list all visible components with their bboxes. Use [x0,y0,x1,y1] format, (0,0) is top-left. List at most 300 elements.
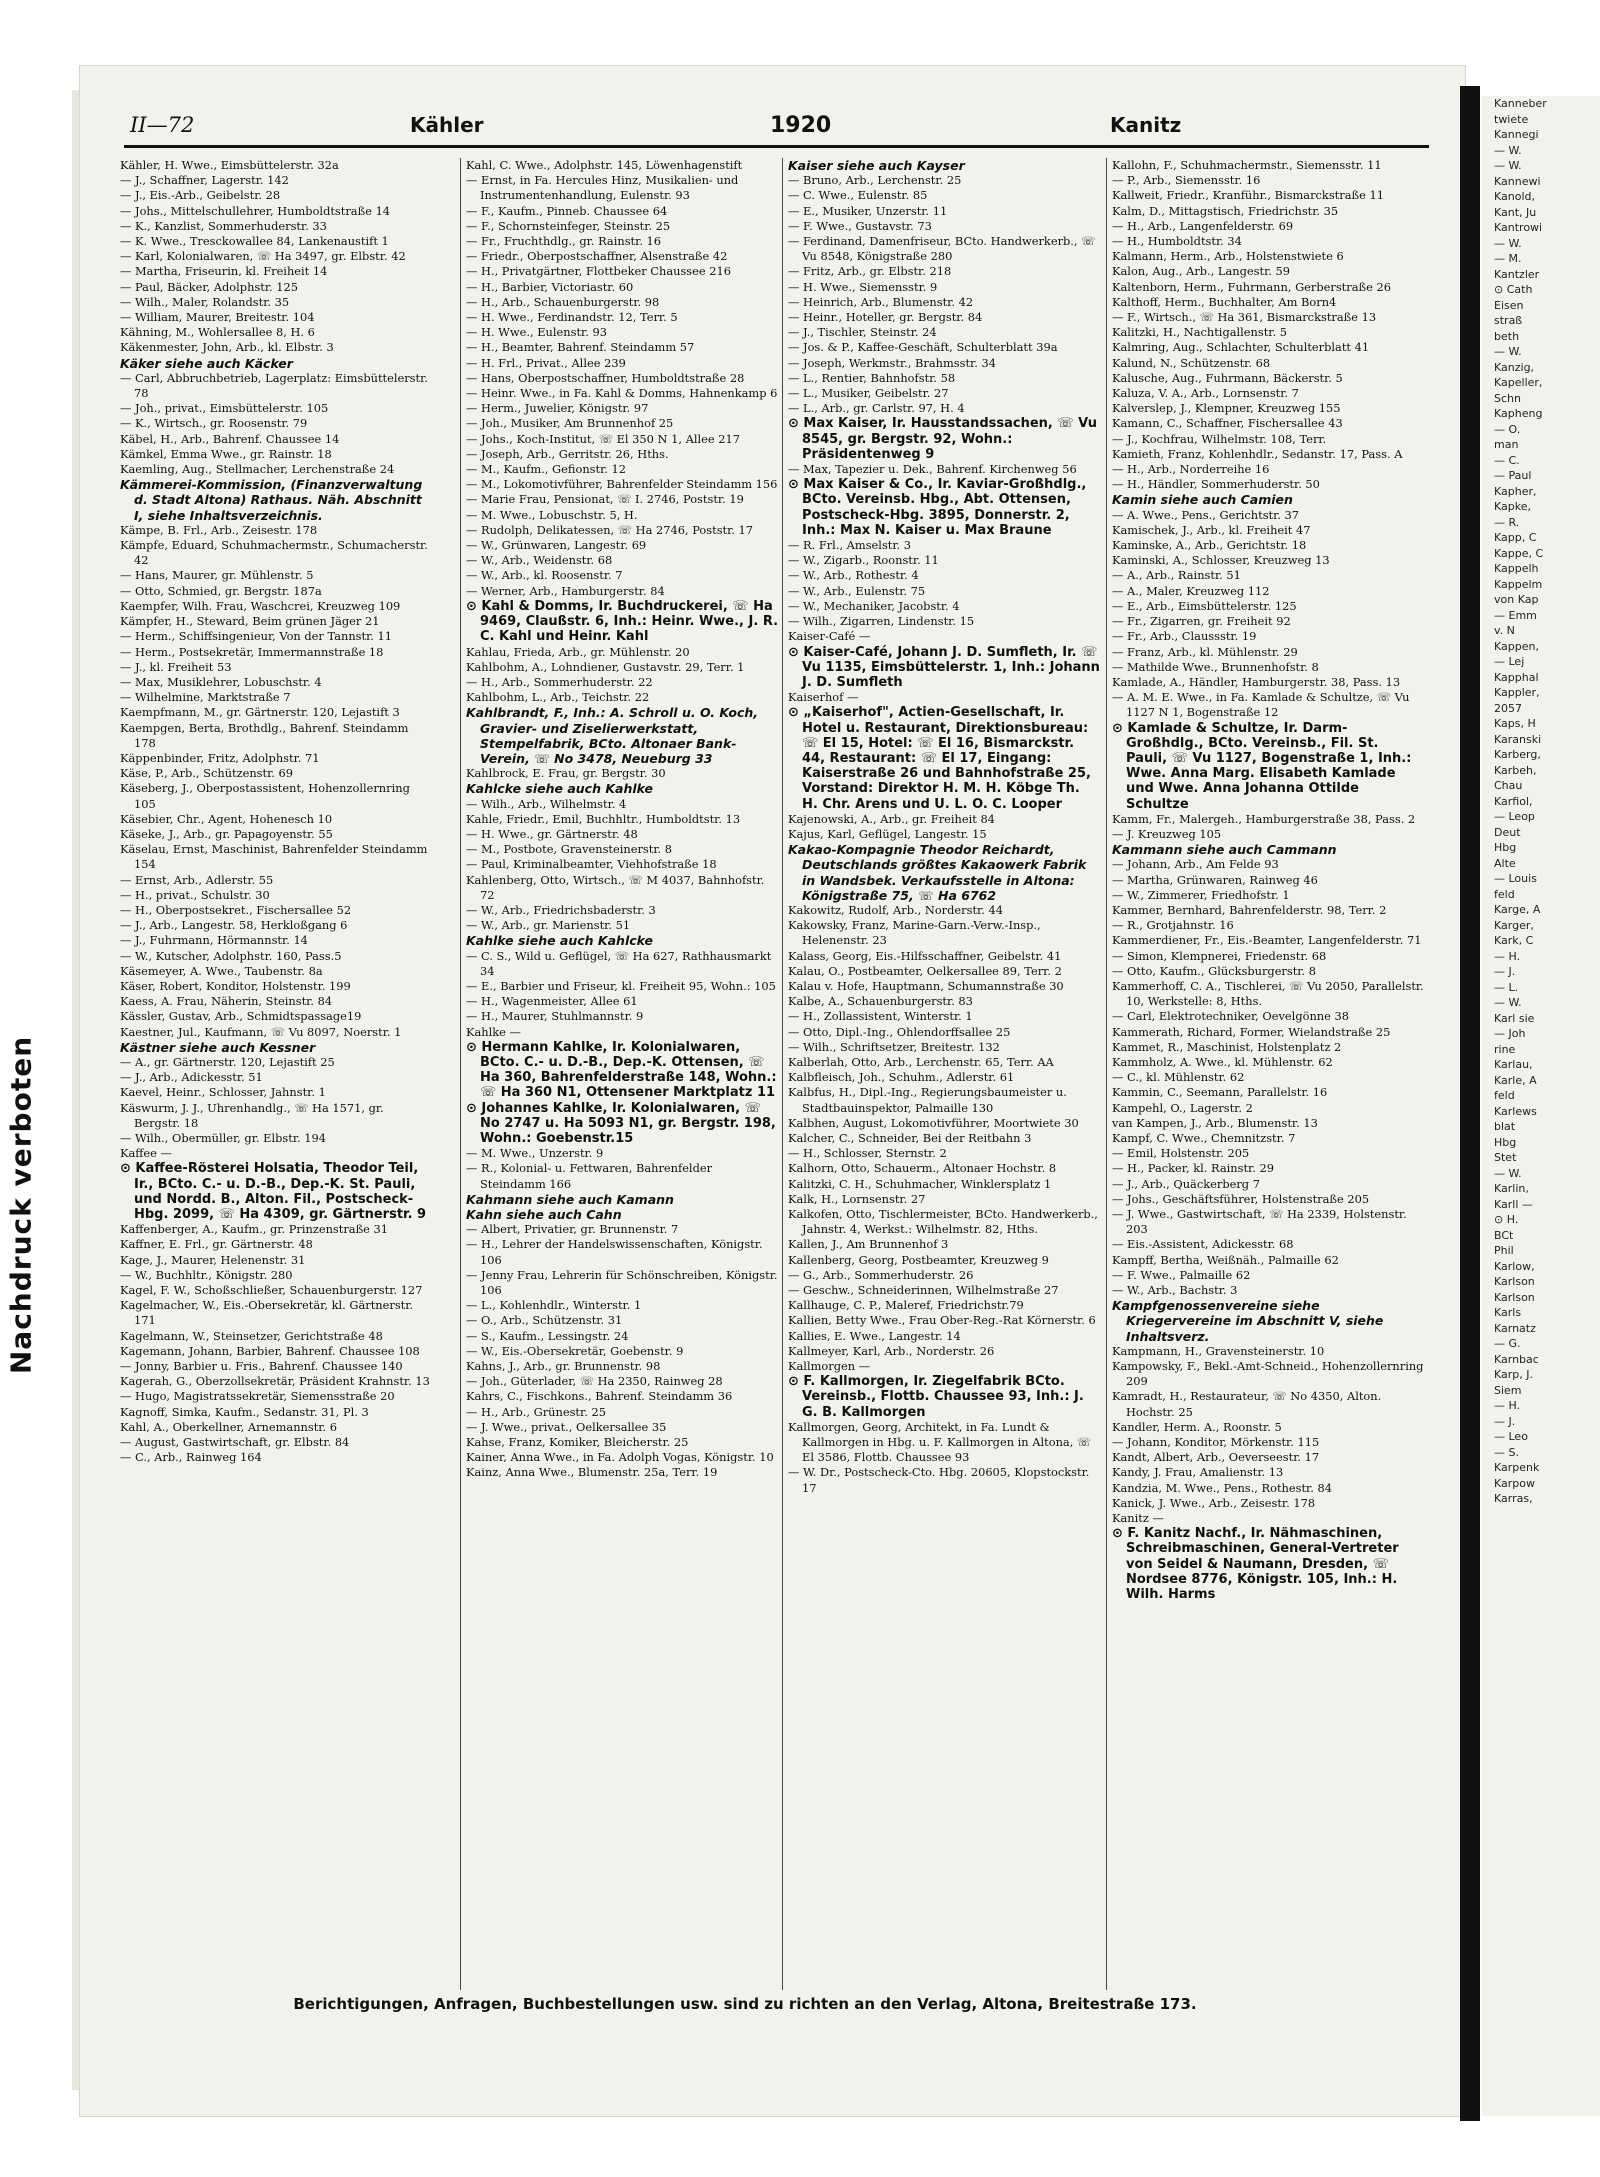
directory-entry: Kampehl, O., Lagerstr. 2 [1112,1100,1253,1115]
directory-entry: — Johs., Koch-Institut, ☏ El 350 N 1, Allee 217 [466,431,740,446]
directory-entry: Kalau, O., Postbeamter, Oelkersallee 89, Terr. 2 [788,963,1062,978]
directory-entry: — Herm., Postsekretär, Immermannstraße 18 [120,644,384,659]
directory-entry: — C., Arb., Rainweg 164 [120,1450,262,1465]
directory-entry: Kammet, R., Maschinist, Holstenplatz 2 [1112,1039,1342,1054]
column-divider [460,158,461,1990]
directory-entry: Kakowsky, Franz, Marine-Garn.-Verw.-Insp., Helenenstr. 23 [788,918,1041,948]
directory-entry: Kajus, Karl, Geflügel, Langestr. 15 [788,826,987,841]
right-page-fragment: 2057 [1494,701,1522,715]
right-page-fragment: Kappelh [1494,562,1539,575]
directory-entry: — J., Fuhrmann, Hörmannstr. 14 [120,933,308,948]
directory-entry: — H., Privatgärtner, Flottbeker Chaussee 216 [466,264,731,279]
directory-entry: — Hans, Oberpostschaffner, Humboldtstraße 28 [466,370,745,385]
directory-entry: — Herm., Juwelier, Königstr. 97 [466,401,649,416]
right-page-fragment: Karl sie [1494,1011,1535,1025]
right-page-fragment: Kant, Ju [1494,205,1537,219]
right-page-fragment: — W. [1494,143,1522,157]
right-page-fragment: Kapp, C [1494,531,1537,544]
directory-entry: Käsebier, Chr., Agent, Hohenesch 10 [120,811,333,826]
directory-entry: Kalmann, Herm., Arb., Holstenstwiete 6 [1112,249,1344,264]
directory-entry: — A. Wwe., Pens., Gerichtstr. 37 [1112,507,1300,522]
right-page-fragment: Kapheng [1494,407,1543,420]
directory-entry: Kajenowski, A., Arb., gr. Freiheit 84 [788,811,995,826]
directory-entry: — M. Wwe., Unzerstr. 9 [466,1146,604,1161]
directory-entry: Kallohn, F., Schuhmachermstr., Siemensstr. 11 [1112,158,1382,172]
directory-entry: Kandt, Albert, Arb., Oeverseestr. 17 [1112,1450,1320,1465]
footer-notice: Berichtigungen, Anfragen, Buchbestellungen usw. sind zu richten an den Verlag, Altona, Breitestraße 173. [293,1995,1197,2013]
page-number: II—72 [130,113,195,137]
directory-entry: — Fr., Arb., Claussstr. 19 [1112,629,1257,644]
directory-entry: Kämkel, Emma Wwe., gr. Rainstr. 18 [120,446,332,461]
directory-entry: — W., Buchhltr., Königstr. 280 [120,1267,293,1282]
directory-entry: Kahrs, C., Fischkons., Bahrenf. Steindamm 36 [466,1389,733,1404]
right-page-fragment: twiete [1494,112,1529,126]
directory-entry: Kalcher, C., Schneider, Bei der Reitbahn 3 [788,1131,1032,1145]
directory-entry: ⊙ F. Kallmorgen, Ir. Ziegelfabrik BCto. Vereinsb., Flottb. Chaussee 93, Inh.: J. G. B. Kallmorgen [788,1374,1084,1420]
directory-entry: — J., kl. Freiheit 53 [120,659,232,674]
right-page-fragment: Karlson [1494,1290,1535,1304]
directory-entry: Kalthoff, Herm., Buchhalter, Am Born4 [1112,294,1337,309]
directory-entry: — C. S., Wild u. Geflügel, ☏ Ha 627, Rathhausmarkt 34 [466,948,772,978]
directory-entry: Kähler, H. Wwe., Eimsbüttelerstr. 32a [120,158,339,172]
column-3 [788,158,1100,1988]
directory-entry: — E., Arb., Eimsbüttelerstr. 125 [1112,598,1297,613]
header-first-name: Kähler [410,113,484,137]
directory-entry: — M., Postbote, Gravensteinerstr. 8 [466,842,673,857]
directory-entry: — A. M. E. Wwe., in Fa. Kamlade & Schultze, ☏ Vu 1127 N 1, Bogenstraße 12 [1112,690,1410,720]
column-divider [1106,158,1107,1990]
right-page-fragment: — W. [1494,345,1522,358]
directory-entry: — J., Eis.-Arb., Geibelstr. 28 [120,188,281,203]
directory-entry: — H., Händler, Sommerhuderstr. 50 [1112,477,1320,492]
directory-entry: Kalitzki, H., Nachtigallenstr. 5 [1112,325,1287,340]
directory-entry: Kahlau, Frieda, Arb., gr. Mühlenstr. 20 [466,644,690,659]
directory-entry: — Fritz, Arb., gr. Elbstr. 218 [788,264,952,279]
right-page-fragment: Karge, A [1494,903,1541,916]
directory-entry: — Heinrich, Arb., Blumenstr. 42 [788,294,974,309]
directory-entry: — Paul, Bäcker, Adolphstr. 125 [120,279,299,294]
directory-entry: — H., Maurer, Stuhlmannstr. 9 [466,1009,644,1024]
directory-entry: — H., Barbier, Victoriastr. 60 [466,279,634,294]
directory-entry: Kalau v. Hofe, Hauptmann, Schumannstraße 30 [788,978,1064,993]
directory-entry: Kahmann siehe auch Kamann [466,1191,674,1207]
directory-entry: — Max, Musiklehrer, Lobuschstr. 4 [120,674,322,689]
directory-entry: — Simon, Klempnerei, Friedenstr. 68 [1112,948,1327,963]
directory-entry: Kahlbohm, A., Lohndiener, Gustavstr. 29, Terr. 1 [466,659,745,674]
directory-entry: Kallmeyer, Karl, Arb., Norderstr. 26 [788,1343,995,1358]
directory-entry: — H., Beamter, Bahrenf. Steindamm 57 [466,340,695,355]
right-page-fragment: Karpow [1494,1476,1535,1490]
directory-entry: Kalbhen, August, Lokomotivführer, Moortwiete 30 [788,1115,1079,1130]
directory-entry: Kampowsky, F., Bekl.-Amt-Schneid., Hohenzollernring 209 [1112,1359,1424,1389]
directory-entry: Kagemann, Johann, Barbier, Bahrenf. Chaussee 108 [120,1343,420,1358]
directory-entry: Kaess, A. Frau, Näherin, Steinstr. 84 [120,994,333,1009]
right-page-fragment: Hbg [1494,1135,1517,1149]
directory-entry: — H., Arb., Langenfelderstr. 69 [1112,218,1294,233]
right-page-fragment: Karlin, [1494,1182,1529,1195]
directory-entry: — Heinr. Wwe., in Fa. Kahl & Domms, Hahnenkamp 6 [466,386,778,401]
directory-entry: — Max, Tapezier u. Dek., Bahrenf. Kirchenweg 56 [788,462,1077,477]
directory-entry: Käse, P., Arb., Schützenstr. 69 [120,766,294,781]
right-page-fragment: — W. [1494,1166,1522,1180]
directory-entry: — Herm., Schiffsingenieur, Von der Tannstr. 11 [120,629,393,644]
directory-entry: Kalbe, A., Schauenburgerstr. 83 [788,994,973,1009]
right-page-fragment: feld [1494,1089,1515,1102]
directory-entry: Kampff, Bertha, Weißnäh., Palmaille 62 [1112,1252,1339,1267]
directory-entry: — J., Schaffner, Lagerstr. 142 [120,173,289,188]
directory-entry: Kaempfmann, M., gr. Gärtnerstr. 120, Lejastift 3 [120,705,400,720]
right-page-fragment: Phil [1494,1244,1514,1257]
directory-entry: Kamradt, H., Restaurateur, ☏ No 4350, Alton. Hochstr. 25 [1112,1389,1382,1419]
right-page-fragment: Karlow, [1494,1259,1535,1273]
right-page-fragment: Siem [1494,1383,1522,1397]
directory-entry: — S., Kaufm., Lessingstr. 24 [466,1328,629,1343]
right-page-fragment: — H. [1494,1399,1521,1412]
directory-entry: — Jenny Frau, Lehrerin für Schönschreiben, Königstr. 106 [466,1267,778,1298]
directory-entry: — W. Dr., Postscheck-Cto. Hbg. 20605, Klopstockstr. 17 [788,1465,1090,1495]
directory-entry: — W., Mechaniker, Jacobstr. 4 [788,598,960,613]
directory-entry: — Karl, Kolonialwaren, ☏ Ha 3497, gr. Elbstr. 42 [120,249,406,264]
directory-entry: — W., Eis.-Obersekretär, Goebenstr. 9 [466,1343,684,1358]
directory-entry: ⊙ Johannes Kahlke, Ir. Kolonialwaren, ☏ No 2747 u. Ha 5093 N1, gr. Bergstr. 198, Wohn.: Goebenstr.15 [466,1100,776,1146]
header-last-name: Kanitz [1110,113,1182,137]
directory-entry: Kampmann, H., Gravensteinerstr. 10 [1112,1343,1325,1358]
right-page-fragment: — Lej [1494,655,1525,668]
directory-entry: — Geschw., Schneiderinnen, Wilhelmstraße 27 [788,1283,1059,1298]
directory-entry: — W., Kutscher, Adolphstr. 160, Pass.5 [120,948,342,963]
directory-entry: Kandy, J. Frau, Amalienstr. 13 [1112,1465,1284,1480]
directory-entry: Kahle, Friedr., Emil, Buchhltr., Humboldtstr. 13 [466,811,741,826]
directory-entry: — Carl, Elektrotechniker, Oevelgönne 38 [1112,1009,1349,1024]
directory-entry: — K., Wirtsch., gr. Roosenstr. 79 [120,416,308,431]
directory-entry: Käppenbinder, Fritz, Adolphstr. 71 [120,750,320,765]
directory-entry: — Johs., Geschäftsführer, Holstenstraße 205 [1112,1191,1370,1206]
directory-entry: Käswurm, J. J., Uhrenhandlg., ☏ Ha 1571, gr. Bergstr. 18 [120,1100,384,1130]
column-1 [120,158,432,1988]
running-header [130,113,1182,143]
directory-entry: — O., Arb., Schützenstr. 31 [466,1313,623,1328]
directory-entry: — F. Wwe., Gustavstr. 73 [788,218,932,233]
right-page-fragment: — W. [1494,159,1522,172]
header-rule [124,145,1429,148]
directory-entry: Kallweit, Friedr., Kranführ., Bismarckstraße 11 [1112,188,1384,203]
directory-entry: Kahlke — [466,1024,521,1039]
directory-entry: Kaempgen, Berta, Brothdlg., Bahrenf. Steindamm 178 [120,720,409,750]
directory-entry: Kaminski, A., Schlosser, Kreuzweg 13 [1112,553,1330,568]
directory-entry: — J. Wwe., privat., Oelkersallee 35 [466,1419,667,1434]
right-page-fragment: Karlews [1494,1104,1537,1118]
right-page-fragment: Kapeller, [1494,376,1543,389]
directory-entry: — Franz, Arb., kl. Mühlenstr. 29 [1112,644,1298,659]
directory-entry: — E., Barbier und Friseur, kl. Freiheit 95, Wohn.: 105 [466,978,776,993]
directory-entry: — C. Wwe., Eulenstr. 85 [788,188,928,203]
directory-entry: — K., Kanzlist, Sommerhuderstr. 33 [120,218,327,233]
right-page-fragment: Karlau, [1494,1058,1533,1071]
directory-entry: — G., Arb., Sommerhuderstr. 26 [788,1267,974,1282]
right-page-fragment: — Emm [1494,608,1537,622]
directory-entry: Kagel, F. W., Schoßschließer, Schauenburgerstr. 127 [120,1283,423,1298]
directory-entry: Kalkofen, Otto, Tischlermeister, BCto. Handwerkerb., Jahnstr. 4, Werkst.: Wilhelmstr. 82, Hths. [788,1207,1098,1237]
right-page-fragment: Karpenk [1494,1461,1540,1474]
right-page-fragment: — Leop [1494,810,1535,823]
directory-entry: — Bruno, Arb., Lerchenstr. 25 [788,173,962,188]
directory-entry: — W., Grünwaren, Langestr. 69 [466,538,647,553]
right-page-fragment: Hbg [1494,841,1517,854]
directory-entry: — J. Kreuzweg 105 [1112,826,1222,841]
directory-entry: — Joseph, Arb., Gerritstr. 26, Hths. [466,446,669,461]
directory-entry: Kämpfer, H., Steward, Beim grünen Jäger 21 [120,614,380,629]
directory-entry: Kämpfe, Eduard, Schuhmachermstr., Schumacherstr. 42 [120,538,428,568]
directory-entry: Kämmerei-Kommission, (Finanzverwaltung d. Stadt Altona) Rathaus. Näh. Abschnitt I, siehe Inhaltsverzeichnis. [120,477,423,523]
directory-entry: — H., Lehrer der Handelswissenschaften, Königstr. 106 [466,1237,763,1267]
right-page-fragment: Kantzler [1494,267,1540,281]
right-page-fragment: Karger, [1494,918,1534,932]
directory-entry: Käker siehe auch Käcker [120,355,293,371]
directory-entry: Kalusche, Aug., Fuhrmann, Bäckerstr. 5 [1112,370,1343,385]
directory-entry: ⊙ Max Kaiser & Co., Ir. Kaviar-Großhdlg., BCto. Vereinsb. Hbg., Abt. Ottensen, Postscheck-Hbg. 3895, Donnerstr. 2, Inh.: Max N. Kaiser u. Max Braune [788,477,1087,538]
right-page-fragment: — O. [1494,422,1521,436]
directory-entry: Kalm, D., Mittagstisch, Friedrichstr. 35 [1112,203,1339,218]
directory-entry: — Martha, Grünwaren, Rainweg 46 [1112,872,1318,887]
right-page-fragment: Chau [1494,779,1523,792]
directory-entry: — K. Wwe., Tresckowallee 84, Lankenaustift 1 [120,234,389,249]
right-page-fragment: Karlson [1494,1275,1535,1288]
directory-entry: — H., Wagenmeister, Allee 61 [466,994,638,1009]
directory-entry: Kahse, Franz, Komiker, Bleicherstr. 25 [466,1435,689,1450]
directory-entry: ⊙ Kahl & Domms, Ir. Buchdruckerei, ☏ Ha 9469, Claußstr. 6, Inh.: Heinr. Wwe., J. R. C. Kahl und Heinr. Kahl [466,598,778,645]
directory-entry: — H., Arb., Norderreihe 16 [1112,462,1270,477]
directory-entry: — Friedr., Oberpostschaffner, Alsenstraße 42 [466,249,728,264]
directory-entry: — Martha, Friseurin, kl. Freiheit 14 [120,264,328,279]
directory-entry: Kalbfleisch, Joh., Schuhm., Adlerstr. 61 [788,1070,1015,1085]
directory-entry: — W., Arb., Rothestr. 4 [788,568,919,583]
right-page-fragment: man [1494,438,1519,451]
right-page-fragment: — W. [1494,996,1522,1009]
directory-entry: ⊙ Max Kaiser, Ir. Hausstandssachen, ☏ Vu 8545, gr. Bergstr. 92, Wohn.: Präsidentenweg 9 [788,416,1098,462]
directory-entry: — P., Arb., Siemensstr. 16 [1112,173,1261,188]
directory-entry: Kagelmacher, W., Eis.-Obersekretär, kl. Gärtnerstr. 171 [120,1298,414,1328]
directory-entry: — Ferdinand, Damenfriseur, BCto. Handwerkerb., ☏ Vu 8548, Königstraße 280 [788,234,1096,264]
directory-entry: Kaminske, A., Arb., Gerichtstr. 18 [1112,538,1307,553]
directory-entry: — J., Tischler, Steinstr. 24 [788,325,937,340]
directory-entry: — H., Humboldtstr. 34 [1112,234,1242,249]
right-page-fragment: — Louis [1494,872,1537,885]
directory-entry: Kahlbrandt, F., Inh.: A. Schroll u. O. Koch, Gravier- und Ziselierwerkstatt, Stempelfabrik, BCto. Altonaer Bank-Verein, ☏ No 3478, Neueburg 33 [466,705,759,766]
directory-entry: — E., Musiker, Unzerstr. 11 [788,203,948,218]
right-page-fragment: Kannegi [1494,128,1539,141]
directory-entry: Kainer, Anna Wwe., in Fa. Adolph Vogas, Königstr. 10 [466,1450,774,1465]
directory-entry: Kaffee — [120,1146,172,1161]
directory-entry: — Otto, Dipl.-Ing., Ohlendorffsallee 25 [788,1024,1011,1039]
right-page-fragment: Karbeh, [1494,763,1537,777]
directory-entry: Kalass, Georg, Eis.-Hilfsschaffner, Geibelstr. 41 [788,948,1062,963]
directory-entry: Kästner siehe auch Kessner [120,1039,316,1055]
directory-entry: — F., Kaufm., Pinneb. Chaussee 64 [466,203,668,218]
right-page-fragment: Kanzig, [1494,360,1535,374]
directory-entry: Kagnoff, Simka, Kaufm., Sedanstr. 31, Pl. 3 [120,1404,369,1419]
right-page-fragment: Kapphal [1494,670,1539,684]
directory-entry: ⊙ Kaffee-Rösterei Holsatia, Theodor Teil, Ir., BCto. C.- u. D.-B., Dep.-K. St. Pauli, und Nordd. B., Alton. Fil., Postscheck-Hbg. 2099, ☏ Ha 4309, gr. Gärtnerstr. 9 [120,1161,427,1223]
directory-entry: — A., Maler, Kreuzweg 112 [1112,583,1270,598]
directory-entry: — Jos. & P., Kaffee-Geschäft, Schulterblatt 39a [788,340,1058,355]
directory-entry: — L., Arb., gr. Carlstr. 97, H. 4 [788,401,965,416]
directory-entry: — R., Grotjahnstr. 16 [1112,918,1234,933]
directory-entry: Kalitzki, C. H., Schuhmacher, Winklersplatz 1 [788,1176,1052,1191]
directory-entry: — Eis.-Assistent, Adickesstr. 68 [1112,1237,1294,1252]
directory-entry: Kaempfer, Wilh. Frau, Waschcrei, Kreuzweg 109 [120,598,401,613]
directory-entry: Kalk, H., Lornsenstr. 27 [788,1191,926,1206]
right-page-fragment: Karp, J. [1494,1368,1533,1381]
directory-entry: Kandler, Herm. A., Roonstr. 5 [1112,1419,1282,1434]
directory-entry: Kahlbohm, L., Arb., Teichstr. 22 [466,690,650,705]
directory-entry: Kalbfus, H., Dipl.-Ing., Regierungsbaumeister u. Stadtbauinspektor, Palmaille 130 [788,1085,1067,1115]
directory-entry: — Carl, Abbruchbetrieb, Lagerplatz: Eimsbüttelerstr. 78 [120,370,428,401]
directory-entry: ⊙ Kaiser-Café, Johann J. D. Sumfleth, Ir. ☏ Vu 1135, Eimsbüttelerstr. 1, Inh.: Johann J. D. Sumfleth [788,644,1100,690]
directory-entry: Kagelmann, W., Steinsetzer, Gerichtstraße 48 [120,1328,383,1343]
right-page-fragment: — J. [1494,965,1516,978]
directory-entry: Kampf, C. Wwe., Chemnitzstr. 7 [1112,1131,1296,1145]
directory-entry: Kallen, J., Am Brunnenhof 3 [788,1237,949,1252]
right-page-fragment: Stet [1494,1151,1517,1164]
directory-entry: Kahlenberg, Otto, Wirtsch., ☏ M 4037, Bahnhofstr. 72 [466,872,765,902]
directory-entry: — Rudolph, Delikatessen, ☏ Ha 2746, Poststr. 17 [466,522,754,537]
directory-entry: — Paul, Kriminalbeamter, Viehhofstraße 18 [466,857,717,872]
directory-entry: — L., Musiker, Geibelstr. 27 [788,386,949,401]
right-page-fragment: — G. [1494,1337,1521,1350]
right-page-fragment: Eisen [1494,298,1524,312]
directory-entry: — W., Zigarb., Roonstr. 11 [788,553,939,568]
directory-entry: — M., Kaufm., Gefionstr. 12 [466,462,627,477]
directory-entry: — Marie Frau, Pensionat, ☏ I. 2746, Poststr. 19 [466,492,744,507]
directory-entry: Kalmring, Aug., Schlachter, Schulterblatt 41 [1112,340,1370,355]
right-page-fragment: beth [1494,329,1520,343]
directory-entry: Kallmorgen, Georg, Architekt, in Fa. Lundt & Kallmorgen in Hbg. u. F. Kallmorgen in Altona, ☏ El 3586, Flottb. Chaussee 93 [788,1419,1092,1465]
right-page-fragment: Kapher, [1494,484,1537,498]
side-stamp: Nachdruck verboten [4,1035,38,1375]
directory-entry: — W., Arb., Weidenstr. 68 [466,553,613,568]
directory-entry: Kamlade, A., Händler, Hamburgerstr. 38, Pass. 13 [1112,674,1401,689]
directory-entry: Kanitz — [1112,1511,1164,1526]
directory-entry: Kaemling, Aug., Stellmacher, Lerchenstraße 24 [120,462,395,477]
right-page-fragment: Deut [1494,825,1521,839]
right-page-fragment: Kappelm [1494,577,1543,591]
directory-entry: — H., Packer, kl. Rainstr. 29 [1112,1161,1274,1176]
right-page-margin [1482,96,1600,2116]
directory-entry: — H., privat., Schulstr. 30 [120,887,270,902]
right-page-fragment: ⊙ Cath [1494,283,1533,296]
directory-entry: — Mathilde Wwe., Brunnenhofstr. 8 [1112,659,1319,674]
directory-entry: — Johann, Konditor, Mörkenstr. 115 [1112,1435,1320,1450]
directory-entry: — W., Arb., Friedrichsbaderstr. 3 [466,902,656,917]
right-page-fragment: Karanski [1494,732,1542,746]
directory-entry: — H., Arb., Schauenburgerstr. 98 [466,294,660,309]
directory-entry: van Kampen, J., Arb., Blumenstr. 13 [1112,1115,1318,1130]
right-page-fragment: Kappe, C [1494,546,1544,560]
directory-entry: Käseke, J., Arb., gr. Papagoyenstr. 55 [120,826,333,841]
directory-entry: — A., Arb., Rainstr. 51 [1112,568,1241,583]
directory-entry: — H., Oberpostsekret., Fischersallee 52 [120,902,352,917]
directory-entry: Kammann siehe auch Cammann [1112,842,1337,858]
directory-entry: Kaltenborn, Herm., Fuhrmann, Gerberstraße 26 [1112,279,1391,294]
directory-entry: — H. Wwe., Siemensstr. 9 [788,279,938,294]
directory-entry: — W., Arb., Bachstr. 3 [1112,1283,1238,1298]
right-page-fragment: Schn [1494,391,1521,405]
directory-entry: — Wilh., Zigarren, Lindenstr. 15 [788,614,975,629]
directory-entry: ⊙ Hermann Kahlke, Ir. Kolonialwaren, BCto. C.- u. D.-B., Dep.-K. Ottensen, ☏ Ha 360, Bahrenfelderstraße 148, Wohn.: ☏ Ha 360 N1, Ottensener Marktplatz 11 [466,1039,777,1101]
directory-entry: Kalverslep, J., Klempner, Kreuzweg 155 [1112,401,1341,416]
directory-entry: — H. Wwe., Ferdinandstr. 12, Terr. 5 [466,310,678,325]
directory-entry: — J., Arb., Quäckerberg 7 [1112,1176,1260,1191]
directory-entry: — Joh., privat., Eimsbüttelerstr. 105 [120,401,329,416]
directory-entry: Kässler, Gustav, Arb., Schmidtspassage19 [120,1009,362,1024]
directory-entry: — M., Lokomotivführer, Bahrenfelder Steindamm 156 [466,477,778,492]
right-page-fragment: Alte [1494,856,1516,870]
directory-entry: — L., Rentier, Bahnhofstr. 58 [788,370,956,385]
directory-entry: — Wilh., Arb., Wilhelmstr. 4 [466,796,627,811]
directory-entry: — Albert, Privatier, gr. Brunnenstr. 7 [466,1222,679,1237]
directory-entry: Kammerath, Richard, Former, Wielandstraße 25 [1112,1024,1391,1039]
directory-entry: Käser, Robert, Konditor, Holstenstr. 199 [120,978,351,993]
directory-entry: — Wilh., Schriftsetzer, Breitestr. 132 [788,1039,1000,1054]
right-page-fragment: Kantrowi [1494,221,1543,234]
directory-entry: Käbel, H., Arb., Bahrenf. Chaussee 14 [120,431,340,446]
directory-entry: Kage, J., Maurer, Helenenstr. 31 [120,1252,306,1267]
right-page-fragment: — M. [1494,252,1522,265]
directory-entry: Kainz, Anna Wwe., Blumenstr. 25a, Terr. 19 [466,1465,718,1480]
directory-entry: Kahlcke siehe auch Kahlke [466,781,653,797]
right-page-fragment: rine [1494,1042,1516,1056]
directory-entry: — H. Wwe., gr. Gärtnerstr. 48 [466,826,638,841]
directory-entry: — H., Schlosser, Sternstr. 2 [788,1146,947,1161]
directory-entry: — Wilh., Obermüller, gr. Elbstr. 194 [120,1131,326,1145]
directory-entry: — F., Wirtsch., ☏ Ha 361, Bismarckstraße 13 [1112,310,1377,325]
right-page-fragment: — Paul [1494,469,1532,482]
directory-entry: Kallien, Betty Wwe., Frau Ober-Reg.-Rat Körnerstr. 6 [788,1313,1096,1328]
right-page-fragment: Kanold, [1494,190,1535,203]
right-page-fragment: Karll — [1494,1197,1533,1211]
directory-entry: Kaffner, E. Frl., gr. Gärtnerstr. 48 [120,1237,313,1252]
directory-entry: Kallenberg, Georg, Postbeamter, Kreuzweg 9 [788,1252,1049,1267]
right-page-fragment: Karberg, [1494,748,1541,761]
directory-entry: Kahns, J., Arb., gr. Brunnenstr. 98 [466,1359,661,1374]
right-page-fragment: Karras, [1494,1492,1533,1505]
right-page-fragment: BCt [1494,1228,1514,1242]
directory-entry: Kahl, C. Wwe., Adolphstr. 145, Löwenhagenstift [466,158,743,172]
directory-entry: Kalon, Aug., Arb., Langestr. 59 [1112,264,1290,279]
directory-entry: ⊙ F. Kanitz Nachf., Ir. Nähmaschinen, Schreibmaschinen, General-Vertreter von Seidel & Naumann, Dresden, ☏ Nordsee 8776, Königstr. 105, Inh.: H. Wilh. Harms [1112,1526,1399,1603]
directory-entry: Kakowitz, Rudolf, Arb., Norderstr. 44 [788,902,1003,917]
directory-entry: — H. Frl., Privat., Allee 239 [466,355,626,370]
right-page-fragment: von Kap [1494,593,1539,606]
directory-entry: — Ernst, in Fa. Hercules Hinz, Musikalien- und Instrumentenhandlung, Eulenstr. 93 [466,173,739,203]
right-page-fragment: Kapke, [1494,500,1531,513]
directory-entry: — J. Wwe., Gastwirtschaft, ☏ Ha 2339, Holstenstr. 203 [1112,1207,1407,1237]
directory-entry: — Joh., Musiker, Am Brunnenhof 25 [466,416,674,431]
directory-entry: — Wilhelmine, Marktstraße 7 [120,690,291,705]
directory-entry: — W., Arb., kl. Roosenstr. 7 [466,568,623,583]
directory-entry: — Werner, Arb., Hamburgerstr. 84 [466,583,665,598]
directory-entry: Kaiserhof — [788,690,859,705]
directory-entry: Kamm, Fr., Malergeh., Hamburgerstraße 38, Pass. 2 [1112,811,1416,826]
directory-entry: Kahlke siehe auch Kahlcke [466,933,653,949]
right-page-fragment: Kaps, H [1494,717,1536,730]
right-page-fragment: Kark, C [1494,934,1534,947]
right-page-fragment: — C. [1494,453,1520,467]
directory-entry: Kähning, M., Wohlersallee 8, H. 6 [120,325,315,340]
directory-entry: — H. Wwe., Eulenstr. 93 [466,325,607,340]
directory-entry: — Joseph, Werkmstr., Brahmsstr. 34 [788,355,996,370]
directory-entry: Kamischek, J., Arb., kl. Freiheit 47 [1112,522,1311,537]
